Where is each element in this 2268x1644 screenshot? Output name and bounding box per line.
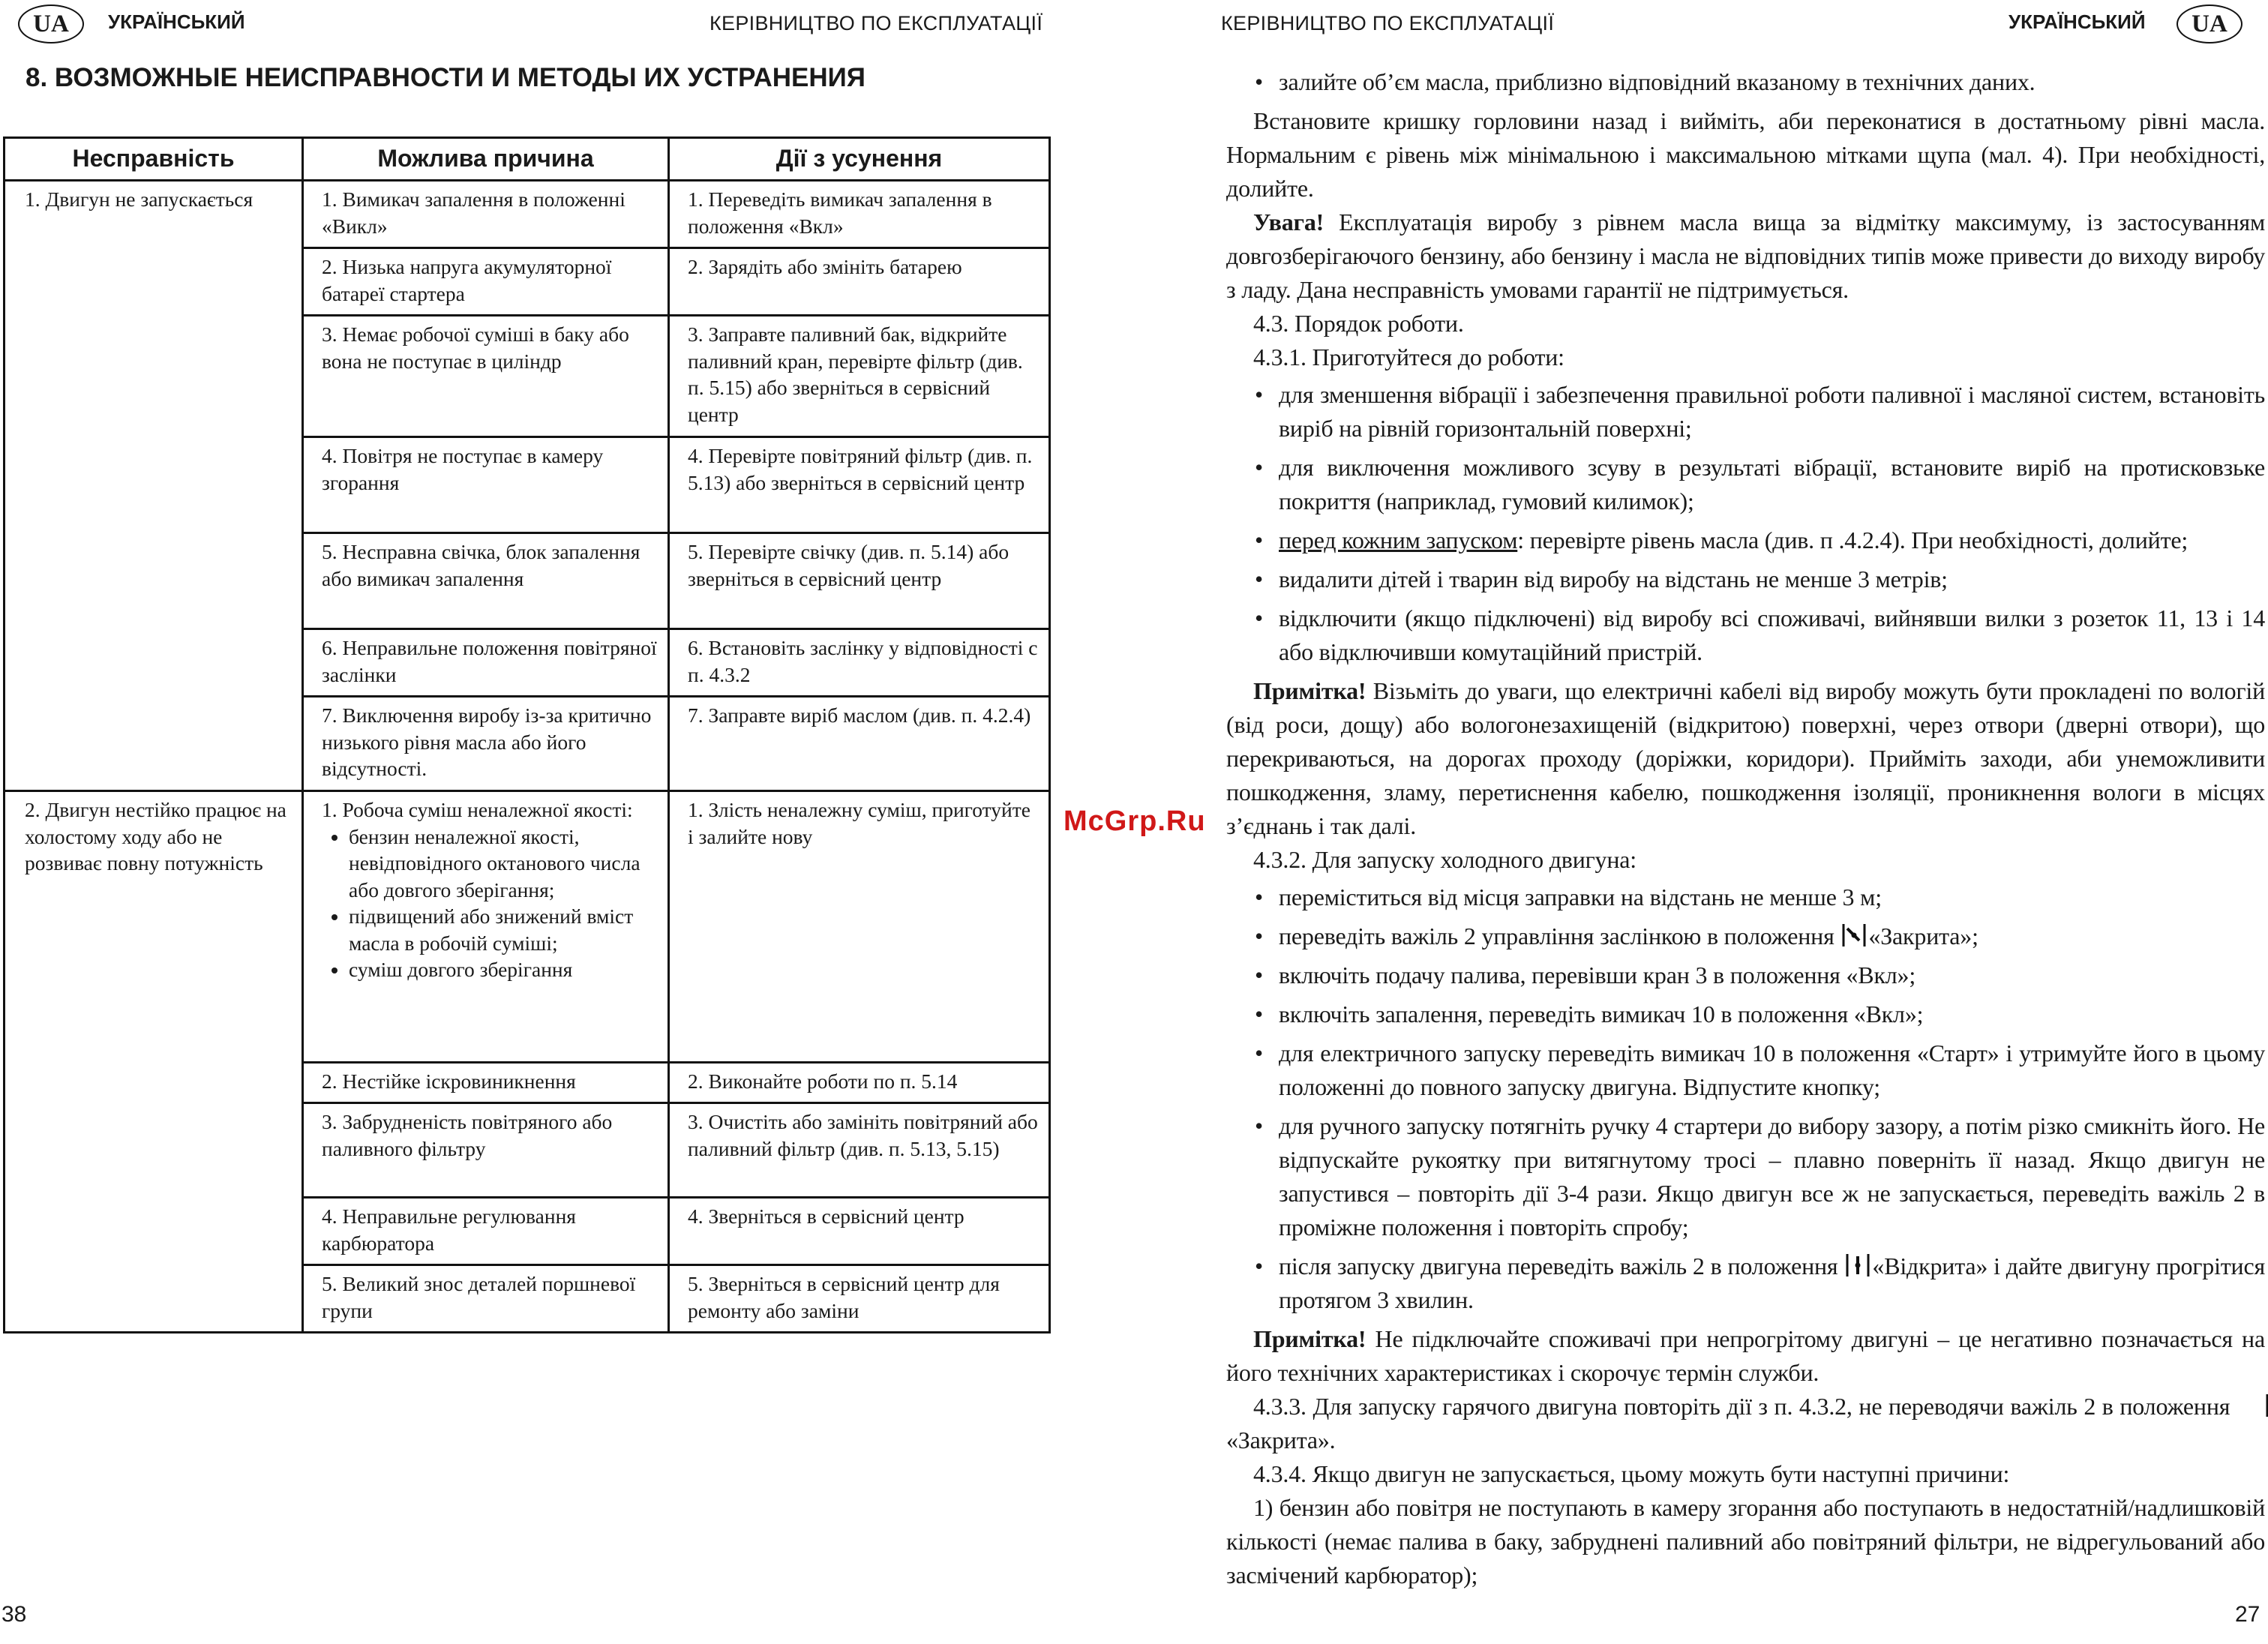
cause-cell: 4. Неправильне регулювання карбюратора	[303, 1198, 669, 1265]
list-item: • підвищений або знижений вміст масла в робочій суміші;	[349, 903, 658, 956]
cause-cell: 5. Несправна свічка, блок запалення або вимикач запалення	[303, 533, 669, 629]
paragraph-text: «Закрита».	[1226, 1426, 1336, 1454]
list-item-text: переведіть важіль 2 управління заслінкою в положення	[1279, 922, 1834, 950]
subsection-heading: 4.3. Порядок роботи.	[1253, 310, 1464, 337]
list-item-text: після запуску двигуна переведіть важіль 2 в положення	[1279, 1252, 1838, 1280]
list-item: • бензин неналежної якості, невідповідного октанового числа або довгого зберігання;	[349, 824, 658, 904]
underlined-text: перед кожним запуском	[1279, 526, 1518, 554]
action-cell: 5. Перевірте свічку (див. п. 5.14) або зверніться в сервісний центр	[669, 533, 1050, 629]
note-paragraph	[1226, 1322, 2265, 1390]
note-text: Не підключайте споживачі при непрогрітому двигуні – це негативно позначається на його технічних характеристиках і скорочує термін служби.	[1226, 1325, 2265, 1386]
language-label: УКРАЇНСЬКИЙ	[2008, 10, 2146, 33]
note-label: Примітка!	[1253, 1325, 1366, 1352]
paragraph: 1) бензин або повітря не поступають в камеру згорання або поступають в недостатній/надлишковій кількості (немає палива в баку, забруднені паливний або повітряний фільтри, не відрегульований або засмічений карбюратор);	[1226, 1494, 2265, 1588]
choke-closed-icon	[2238, 1393, 2264, 1418]
header-title: КЕРІВНИЦТВО ПО ЕКСПЛУАТАЦІЇ	[710, 12, 1043, 34]
action-cell: 4. Перевірте повітряний фільтр (див. п. 5.13) або зверніться в сервісний центр	[669, 437, 1050, 533]
fault-cell: 1. Двигун не запускається	[4, 181, 303, 791]
note-paragraph	[1226, 674, 2265, 843]
header-title: КЕРІВНИЦТВО ПО ЕКСПЛУАТАЦІЇ	[1221, 12, 1555, 34]
cause-cell	[303, 791, 669, 1063]
action-cell: 2. Виконайте роботи по п. 5.14	[669, 1063, 1050, 1103]
action-cell: 1. Злість неналежну суміш, приготуйте і залийте нову	[669, 791, 1050, 1063]
list-item	[1255, 920, 2265, 953]
list-item: • видалити дітей і тварин від виробу на відстань не менше 3 метрів;	[1255, 562, 2265, 596]
paragraph-text: 4.3.3. Для запуску гарячого двигуна повторіть дії з п. 4.3.2, не переводячи важіль 2 в положення	[1253, 1393, 2230, 1420]
subsection-heading: 4.3.1. Приготуйтеся до роботи:	[1253, 344, 1564, 370]
list-item: • включіть запалення, переведіть вимикач 10 в положення «Вкл»;	[1255, 998, 2265, 1031]
action-cell: 7. Заправте виріб маслом (див. п. 4.2.4)	[669, 697, 1050, 791]
warning-label: Увага!	[1253, 208, 1324, 236]
list-item: • для виключення можливого зсуву в результаті вібрації, встановите виріб на протисковзьке покриття (наприклад, гумовий килимок);	[1255, 451, 2265, 518]
cause-cell: 6. Неправильне положення повітряної заслінки	[303, 629, 669, 697]
note-text: Візьміть до уваги, що електричні кабелі від виробу можуть бути прокладені по вологій (від роси, дощу) або вологонезахищеній (відкритою) поверхні, через отвори (дверні отвори), що перекриваються, на дорогах проходу (доріжки, коридори). Прийміть заходи, аби унеможливити пошкодження, зламу, перетиснення кабелю, пошкодження ізоляції, проникнення вологи в місцях з’єднань і так далі.	[1226, 677, 2265, 839]
action-cell: 1. Переведіть вимикач запалення в положення «Вкл»	[669, 181, 1050, 248]
action-cell: 2. Зарядіть або змініть батарею	[669, 248, 1050, 316]
action-cell: 6. Встановіть заслінку у відповідності с п. 4.3.2	[669, 629, 1050, 697]
list-item: • для зменшення вібрації і забезпечення правильної роботи паливної і масляної систем, встановіть виріб на рівній горизонтальній поверхні;	[1255, 378, 2265, 446]
fault-cell: 2. Двигун нестійко працює на холостому ходу або не розвиває повну потужність	[4, 791, 303, 1333]
cause-cell: 4. Повітря не поступає в камеру згорання	[303, 437, 669, 533]
language-label: УКРАЇНСЬКИЙ	[108, 10, 245, 33]
right-page	[1134, 0, 2268, 1644]
action-cell: 4. Зверніться в сервісний центр	[669, 1198, 1050, 1265]
cause-cell: 3. Немає робочої суміші в баку або вона не поступає в циліндр	[303, 316, 669, 437]
list-item-text: «Відкрита» і дайте двигуну прогрітися протягом 3 хвилин.	[1279, 1252, 2265, 1313]
column-header: Дії з усунення	[669, 138, 1050, 181]
list-item	[1255, 1250, 2265, 1317]
choke-open-icon	[1845, 1252, 1870, 1278]
choke-closed-icon	[1841, 922, 1867, 948]
page-number: 38	[2, 1602, 27, 1627]
list-item: • переміститься від місця заправки на відстань не менше 3 м;	[1255, 880, 2265, 914]
list-item-text: «Закрита»;	[1868, 922, 1978, 950]
cause-cell: 7. Виключення виробу із-за критично низького рівня масла або його відсутності.	[303, 697, 669, 791]
list-item: • для ручного запуску потягніть ручку 4 стартери до вибору зазору, а потім різко смикніть його. Не відпускайте рукоятку при витягнутому тросі – плавно поверніть її назад. Якщо двигун не запустився – повторіть дії 3-4 рази. Якщо двигун все ж не запускається, переведіть важіль 2 в проміжне положення і повторіть спробу;	[1255, 1109, 2265, 1244]
action-cell: 5. Зверніться в сервісний центр для ремонту або заміни	[669, 1265, 1050, 1333]
list-item: • відключити (якщо підключені) від виробу всі споживачі, вийнявши вилки з розеток 11, 13 і 14 або відключивши комутаційний пристрій.	[1255, 602, 2265, 669]
list-item-text: : перевірте рівень масла (див. п .4.2.4). При необхідності, долийте;	[1517, 526, 2188, 554]
list-item: • для електричного запуску переведіть вимикач 10 в положення «Старт» і утримуйте його в цьому положенні до повного запуску двигуна. Відпустите кнопку;	[1255, 1036, 2265, 1104]
watermark: McGrp.Ru	[1064, 806, 1206, 837]
warning-text: Експлуатація виробу з рівнем масла вища за відмітку максимуму, із застосуванням довгозберігаючого бензину, або бензину і масла не відповідних типів може привести до виходу виробу з ладу. Дана несправність умовами гарантії не підтримується.	[1226, 208, 2265, 303]
column-header: Несправність	[4, 138, 303, 181]
language-badge: UA	[18, 4, 84, 44]
cause-cell: 3. Забрудненість повітряного або паливного фільтру	[303, 1103, 669, 1198]
page-number: 27	[2235, 1602, 2260, 1627]
list-item: • суміш довгого зберігання	[349, 956, 658, 983]
table-header-row	[4, 138, 1050, 181]
note-label: Примітка!	[1253, 677, 1366, 704]
language-badge: UA	[2176, 4, 2242, 44]
cause-cell: 1. Вимикач запалення в положенні «Викл»	[303, 181, 669, 248]
paragraph: Встановите кришку горловини назад і вийміть, аби переконатися в достатньому рівні масла. Нормальним є рівень між мінімальною і максимальною мітками щупа (мал. 4). При необхідності, долийте.	[1226, 107, 2265, 202]
cause-bullet-list	[322, 824, 658, 983]
cause-cell: 5. Великий знос деталей поршневої групи	[303, 1265, 669, 1333]
section-title: 8. ВОЗМОЖНЫЕ НЕИСПРАВНОСТИ И МЕТОДЫ ИХ УСТРАНЕНИЯ	[26, 63, 866, 92]
table-row	[4, 791, 1050, 1063]
warning-paragraph	[1226, 206, 2265, 307]
action-cell: 3. Очистіть або замініть повітряний або паливний фільтр (див. п. 5.13, 5.15)	[669, 1103, 1050, 1198]
instructions-text	[1226, 62, 2265, 1592]
table-row	[4, 181, 1050, 248]
paragraph	[1226, 1390, 2265, 1457]
list-item	[1255, 524, 2265, 557]
subsection-heading: 4.3.2. Для запуску холодного двигуна:	[1253, 846, 1636, 873]
cause-text: 1. Робоча суміш неналежної якості:	[322, 798, 633, 821]
action-cell: 3. Заправте паливний бак, відкрийте паливний кран, перевірте фільтр (див. п. 5.15) або зверніться в сервісний центр	[669, 316, 1050, 437]
column-header: Можлива причина	[303, 138, 669, 181]
cause-cell: 2. Нестійке іскровиникнення	[303, 1063, 669, 1103]
troubleshooting-table	[3, 136, 1051, 1334]
list-item: • залийте об’єм масла, приблизно відповідний вказаному в технічних даних.	[1255, 65, 2265, 99]
list-item: • включіть подачу палива, перевівши кран 3 в положення «Вкл»;	[1255, 958, 2265, 992]
subsection-heading: 4.3.4. Якщо двигун не запускається, цьому можуть бути наступні причини:	[1253, 1460, 2010, 1487]
cause-cell: 2. Низька напруга акумуляторної батареї стартера	[303, 248, 669, 316]
